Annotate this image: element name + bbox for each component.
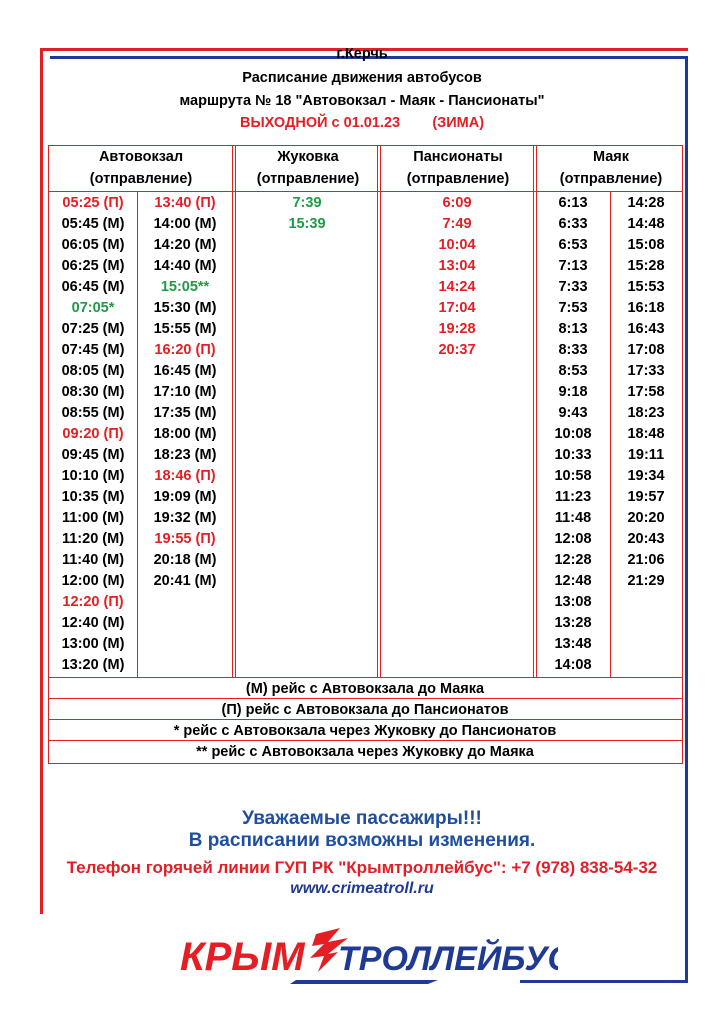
time-cell: 19:34	[627, 468, 665, 484]
time-cell: 20:37	[438, 342, 476, 358]
frame-red-left	[40, 48, 43, 914]
time-cell: 13:08	[554, 594, 592, 610]
time-cell: 13:40 (П)	[154, 195, 216, 211]
time-cell: 14:00 (М)	[153, 216, 217, 232]
time-cell: 20:20	[627, 510, 665, 526]
time-cell: 6:13	[558, 195, 588, 211]
time-cell: 8:13	[558, 321, 588, 337]
time-cell: 8:33	[558, 342, 588, 358]
time-cell: 12:08	[554, 531, 592, 547]
column-sub: (отправление)	[256, 171, 360, 187]
time-cell: 05:25 (П)	[62, 195, 124, 211]
time-cell: 20:18 (М)	[153, 552, 217, 568]
time-cell: 07:45 (М)	[61, 342, 125, 358]
time-cell: 9:43	[558, 405, 588, 421]
time-cell: 14:40 (М)	[153, 258, 217, 274]
time-cell: 19:55 (П)	[154, 531, 216, 547]
time-cell: 08:55 (М)	[61, 405, 125, 421]
time-cell: 13:48	[554, 636, 592, 652]
logo-left-word: КРЫМ	[180, 935, 305, 979]
time-cell: 18:48	[627, 426, 665, 442]
time-cell: 20:41 (М)	[153, 573, 217, 589]
time-cell: 12:00 (М)	[61, 573, 125, 589]
note-double-star: ** рейс с Автовокзала через Жуковку до Маяка	[196, 744, 534, 760]
time-cell: 18:23	[627, 405, 665, 421]
time-cell: 11:48	[554, 510, 592, 526]
time-cell: 15:55 (М)	[153, 321, 217, 337]
time-cell: 07:25 (М)	[61, 321, 125, 337]
time-cell: 12:48	[554, 573, 592, 589]
time-cell: 16:45 (М)	[153, 363, 217, 379]
column-name: Пансионаты	[413, 149, 503, 165]
time-cell: 09:20 (П)	[62, 426, 124, 442]
time-cell: 17:58	[627, 384, 665, 400]
table-body-bottom	[48, 677, 683, 678]
note-m: (М) рейс с Автовокзала до Маяка	[245, 681, 485, 697]
time-cell: 13:00 (М)	[61, 636, 125, 652]
time-cell: 15:39	[288, 216, 326, 232]
time-cell: 7:33	[558, 279, 588, 295]
time-cell: 14:20 (М)	[153, 237, 217, 253]
schedule-title: Расписание движения автобусов	[242, 70, 482, 86]
time-cell: 11:23	[554, 489, 592, 505]
time-cell: 7:13	[558, 258, 588, 274]
time-cell: 7:39	[292, 195, 322, 211]
time-cell: 19:57	[627, 489, 665, 505]
time-cell: 06:25 (М)	[61, 258, 125, 274]
time-cell: 15:05**	[160, 279, 210, 295]
time-cell: 09:45 (М)	[61, 447, 125, 463]
time-cell: 17:35 (М)	[153, 405, 217, 421]
group-separator-a-2	[533, 145, 534, 677]
time-cell: 13:04	[438, 258, 476, 274]
city-title: г.Керчь	[336, 46, 388, 62]
time-cell: 8:53	[558, 363, 588, 379]
time-cell: 12:28	[554, 552, 592, 568]
note-star: * рейс с Автовокзала через Жуковку до Пансионатов	[173, 723, 557, 739]
hotline-phone: Телефон горячей линии ГУП РК "Крымтроллейбус": +7 (978) 838-54-32	[66, 858, 658, 877]
time-cell: 14:24	[438, 279, 476, 295]
time-cell: 14:48	[627, 216, 665, 232]
group-separator-b-0	[235, 145, 236, 677]
time-cell: 05:45 (М)	[61, 216, 125, 232]
time-cell: 16:18	[627, 300, 665, 316]
krymtrolleybus-logo	[178, 924, 558, 986]
time-cell: 18:46 (П)	[154, 468, 216, 484]
change-warning: В расписании возможны изменения.	[188, 830, 536, 851]
time-cell: 7:49	[442, 216, 472, 232]
time-cell: 10:10 (М)	[61, 468, 125, 484]
column-sub: (отправление)	[559, 171, 663, 187]
time-cell: 10:58	[554, 468, 592, 484]
time-cell: 17:08	[627, 342, 665, 358]
column-header-zhukovka	[238, 146, 378, 190]
time-cell: 10:04	[438, 237, 476, 253]
time-cell: 10:35 (М)	[61, 489, 125, 505]
route-title: маршрута № 18 "Автовокзал - Маяк - Пансионаты"	[179, 93, 545, 109]
time-cell: 7:53	[558, 300, 588, 316]
time-cell: 21:29	[627, 573, 665, 589]
time-cell: 18:23 (М)	[153, 447, 217, 463]
time-cell: 19:32 (М)	[153, 510, 217, 526]
time-cell: 10:33	[554, 447, 592, 463]
time-cell: 07:05*	[71, 300, 115, 316]
group-separator-a-0	[232, 145, 233, 677]
table-border-right	[682, 145, 683, 763]
time-cell: 15:53	[627, 279, 665, 295]
time-cell: 6:09	[442, 195, 472, 211]
avtovokzal-inner-separator	[137, 191, 138, 677]
time-cell: 06:05 (М)	[61, 237, 125, 253]
note-p: (П) рейс с Автовокзала до Пансионатов	[221, 702, 509, 718]
time-cell: 14:28	[627, 195, 665, 211]
table-border-left	[48, 145, 49, 763]
time-cell: 19:28	[438, 321, 476, 337]
column-header-pansionaty	[384, 146, 532, 190]
time-cell: 19:09 (М)	[153, 489, 217, 505]
table-header-divider	[48, 191, 683, 192]
time-cell: 08:05 (М)	[61, 363, 125, 379]
time-cell: 13:20 (М)	[61, 657, 125, 673]
time-cell: 15:08	[627, 237, 665, 253]
time-cell: 12:40 (М)	[61, 615, 125, 631]
column-header-avtovokzal	[50, 146, 232, 190]
passenger-greeting: Уважаемые пассажиры!!!	[242, 808, 482, 829]
time-cell: 11:20 (М)	[61, 531, 125, 547]
time-cell: 16:20 (П)	[154, 342, 216, 358]
time-cell: 14:08	[554, 657, 592, 673]
time-cell: 16:43	[627, 321, 665, 337]
time-cell: 11:40 (М)	[61, 552, 125, 568]
time-cell: 12:20 (П)	[62, 594, 124, 610]
time-cell: 13:28	[554, 615, 592, 631]
column-name: Автовокзал	[98, 149, 184, 165]
time-cell: 9:18	[558, 384, 588, 400]
column-name: Маяк	[592, 149, 630, 165]
schedule-type: ВЫХОДНОЙ с 01.01.23 (ЗИМА)	[239, 115, 485, 131]
time-cell: 17:33	[627, 363, 665, 379]
time-cell: 21:06	[627, 552, 665, 568]
column-sub: (отправление)	[89, 171, 193, 187]
column-name: Жуковка	[277, 149, 339, 165]
time-cell: 17:04	[438, 300, 476, 316]
website-link[interactable]: www.crimeatroll.ru	[290, 880, 434, 897]
logo-graphic	[178, 924, 558, 986]
column-header-mayak	[540, 146, 682, 190]
time-cell: 17:10 (М)	[153, 384, 217, 400]
time-cell: 11:00 (М)	[61, 510, 125, 526]
time-cell: 10:08	[554, 426, 592, 442]
logo-right-word: ТРОЛЛЕЙБУС	[338, 940, 558, 978]
time-cell: 08:30 (М)	[61, 384, 125, 400]
time-cell: 6:53	[558, 237, 588, 253]
table-border-bottom	[48, 763, 683, 764]
column-sub: (отправление)	[406, 171, 510, 187]
time-cell: 20:43	[627, 531, 665, 547]
time-cell: 15:28	[627, 258, 665, 274]
time-cell: 18:00 (М)	[153, 426, 217, 442]
time-cell: 6:33	[558, 216, 588, 232]
time-cell: 06:45 (М)	[61, 279, 125, 295]
time-cell: 15:30 (М)	[153, 300, 217, 316]
time-cell: 19:11	[627, 447, 665, 463]
group-separator-a-1	[377, 145, 378, 677]
